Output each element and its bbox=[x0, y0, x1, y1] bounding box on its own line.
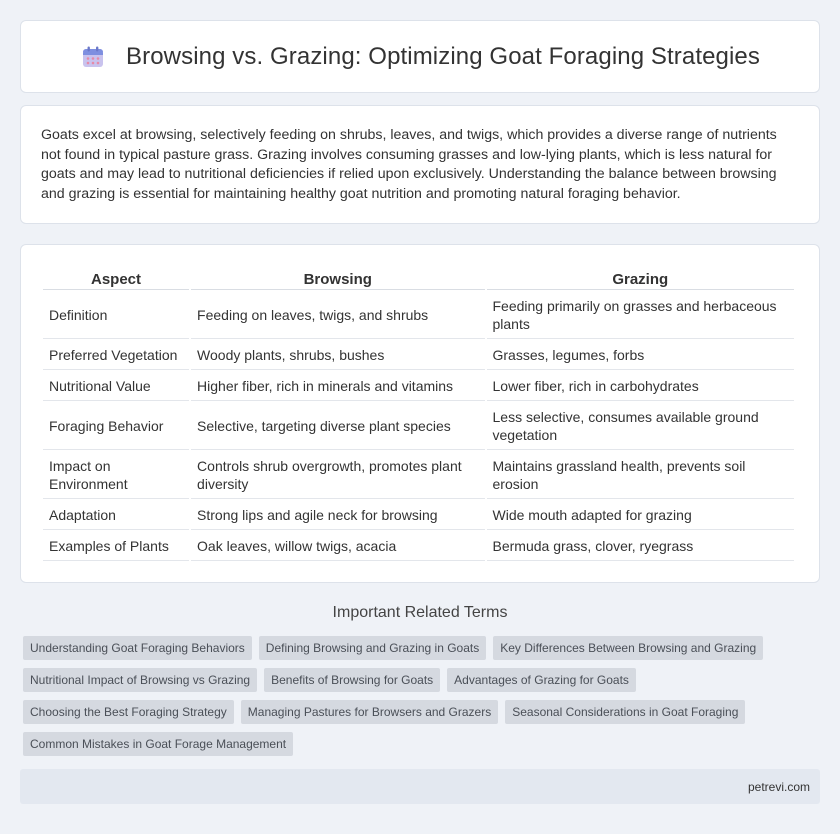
table-cell: Controls shrub overgrowth, promotes plant diversity bbox=[191, 452, 484, 499]
tag-row bbox=[23, 700, 803, 724]
column-header-grazing: Grazing bbox=[487, 265, 795, 290]
table-row bbox=[43, 452, 794, 499]
table-cell: Woody plants, shrubs, bushes bbox=[191, 341, 484, 370]
tag-row bbox=[23, 732, 803, 756]
table-row bbox=[43, 403, 794, 450]
table-cell: Wide mouth adapted for grazing bbox=[487, 501, 795, 530]
title-card bbox=[20, 20, 820, 93]
table-cell: Bermuda grass, clover, ryegrass bbox=[487, 532, 795, 561]
column-header-browsing: Browsing bbox=[191, 265, 484, 290]
table-cell: Nutritional Value bbox=[43, 372, 189, 401]
table-cell: Feeding on leaves, twigs, and shrubs bbox=[191, 292, 484, 339]
table-cell: Examples of Plants bbox=[43, 532, 189, 561]
column-header-aspect: Aspect bbox=[43, 265, 189, 290]
related-term-tag[interactable]: Seasonal Considerations in Goat Foraging bbox=[505, 700, 745, 724]
related-term-tag[interactable]: Common Mistakes in Goat Forage Management bbox=[23, 732, 293, 756]
table-cell: Definition bbox=[43, 292, 189, 339]
calendar-icon bbox=[80, 44, 106, 70]
table-row bbox=[43, 501, 794, 530]
related-term-tag[interactable]: Key Differences Between Browsing and Grazing bbox=[493, 636, 763, 660]
table-cell: Strong lips and agile neck for browsing bbox=[191, 501, 484, 530]
intro-card bbox=[20, 105, 820, 224]
table-cell: Lower fiber, rich in carbohydrates bbox=[487, 372, 795, 401]
table-row bbox=[43, 292, 794, 339]
intro-paragraph: Goats excel at browsing, selectively feeding on shrubs, leaves, and twigs, which provides a diverse range of nutrients not found in typical pasture grass. Grazing involves consuming grasses and low-lying plants, which is less natural for goats and may lead to nutritional deficiencies if relied upon exclusively. Understanding the balance between browsing and grazing is essential for maintaining healthy goat nutrition and promoting natural foraging behavior. bbox=[41, 127, 777, 202]
table-cell: Maintains grassland health, prevents soil erosion bbox=[487, 452, 795, 499]
tag-row bbox=[23, 668, 803, 692]
table-cell: Preferred Vegetation bbox=[43, 341, 189, 370]
related-terms-heading: Important Related Terms bbox=[332, 604, 508, 621]
table-cell: Foraging Behavior bbox=[43, 403, 189, 450]
footer bbox=[20, 769, 820, 804]
table-row bbox=[43, 532, 794, 561]
page-title: Browsing vs. Grazing: Optimizing Goat Foraging Strategies bbox=[126, 42, 760, 70]
comparison-table bbox=[41, 263, 796, 563]
table-row bbox=[43, 372, 794, 401]
table-row bbox=[43, 341, 794, 370]
table-cell: Adaptation bbox=[43, 501, 189, 530]
table-cell: Oak leaves, willow twigs, acacia bbox=[191, 532, 484, 561]
footer-site-link[interactable]: petrevi.com bbox=[747, 780, 810, 794]
table-cell: Higher fiber, rich in minerals and vitamins bbox=[191, 372, 484, 401]
table-cell: Grasses, legumes, forbs bbox=[487, 341, 795, 370]
table-header-row bbox=[43, 265, 794, 290]
related-terms-tags bbox=[23, 636, 803, 764]
related-term-tag[interactable]: Defining Browsing and Grazing in Goats bbox=[259, 636, 486, 660]
related-term-tag[interactable]: Understanding Goat Foraging Behaviors bbox=[23, 636, 252, 660]
table-cell: Selective, targeting diverse plant species bbox=[191, 403, 484, 450]
related-term-tag[interactable]: Nutritional Impact of Browsing vs Grazing bbox=[23, 668, 257, 692]
table-cell: Feeding primarily on grasses and herbaceous plants bbox=[487, 292, 795, 339]
related-term-tag[interactable]: Choosing the Best Foraging Strategy bbox=[23, 700, 234, 724]
tag-row bbox=[23, 636, 803, 660]
table-cell: Less selective, consumes available ground vegetation bbox=[487, 403, 795, 450]
comparison-table-card bbox=[20, 244, 820, 583]
related-term-tag[interactable]: Managing Pastures for Browsers and Grazers bbox=[241, 700, 498, 724]
related-term-tag[interactable]: Advantages of Grazing for Goats bbox=[447, 668, 636, 692]
table-cell: Impact on Environment bbox=[43, 452, 189, 499]
related-term-tag[interactable]: Benefits of Browsing for Goats bbox=[264, 668, 440, 692]
